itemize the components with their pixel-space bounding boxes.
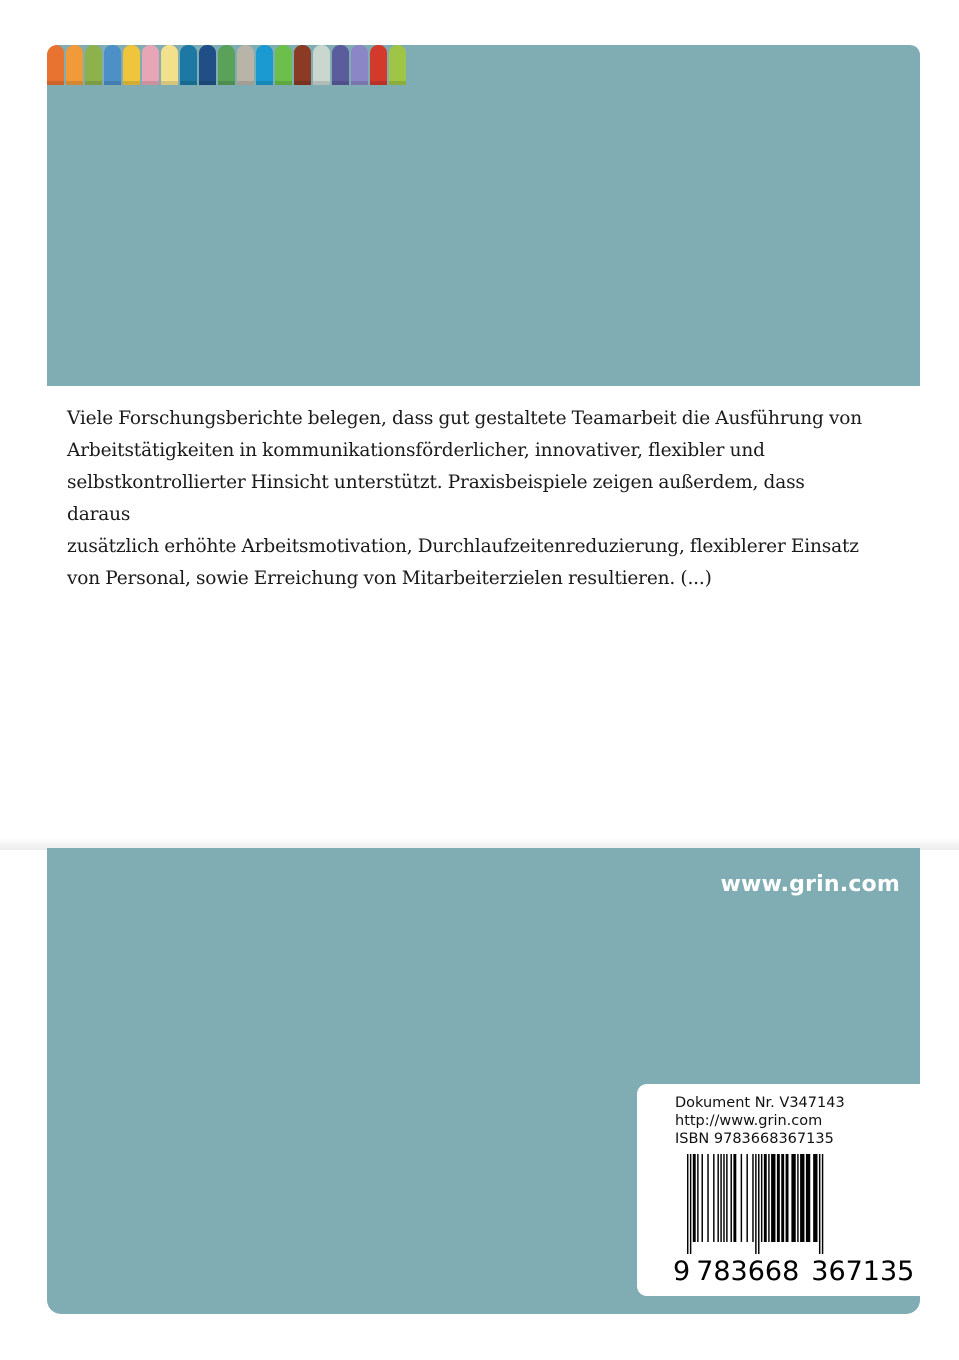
color-tab: [256, 45, 273, 85]
barcode-bar: [723, 1154, 724, 1242]
barcode-bar: [819, 1154, 820, 1254]
barcode-bar: [813, 1154, 817, 1242]
color-tab: [218, 45, 235, 85]
blurb-line: zusätzlich erhöhte Arbeitsmotivation, Durchlaufzeitenreduzierung, flexiblerer Einsatz: [67, 536, 859, 557]
barcode-digit-group-right: 367135: [811, 1256, 915, 1287]
blurb-line: selbstkontrollierter Hinsicht unterstützt. Praxisbeispiele zeigen außerdem, dass daraus: [67, 472, 805, 525]
barcode-bar: [726, 1154, 727, 1242]
site-url: www.grin.com: [720, 872, 900, 897]
document-number: Dokument Nr. V347143: [675, 1095, 845, 1111]
barcode-bar: [758, 1154, 759, 1254]
publication-info-box: [637, 1084, 920, 1296]
color-tab: [237, 45, 254, 85]
barcode-bar: [822, 1154, 823, 1254]
barcode-bar: [755, 1154, 756, 1254]
barcode-bar: [761, 1154, 762, 1242]
barcode-bar: [771, 1154, 775, 1242]
color-tab: [161, 45, 178, 85]
color-tab: [332, 45, 349, 85]
color-tab: [66, 45, 83, 85]
barcode-bar: [707, 1154, 708, 1242]
blurb-line: von Personal, sowie Erreichung von Mitarbeiterzielen resultieren. (...): [67, 568, 712, 589]
barcode-bar: [752, 1154, 753, 1242]
color-tab: [275, 45, 292, 85]
color-tab: [199, 45, 216, 85]
barcode-bar: [791, 1154, 795, 1242]
barcode-bar: [693, 1154, 696, 1242]
color-tab: [370, 45, 387, 85]
color-tab: [142, 45, 159, 85]
barcode-bar: [720, 1154, 721, 1242]
barcode-digit-group-left: 783668: [696, 1256, 800, 1287]
barcode-bar: [800, 1154, 804, 1242]
barcode-bar: [731, 1154, 732, 1242]
barcode-lead-digit: 9: [673, 1256, 691, 1287]
isbn-barcode: [673, 1154, 895, 1254]
color-tab: [85, 45, 102, 85]
top-color-panel: [47, 45, 920, 386]
barcode-bar: [702, 1154, 703, 1242]
publisher-url: http://www.grin.com: [675, 1113, 823, 1129]
color-tab: [313, 45, 330, 85]
barcode-bar: [687, 1154, 688, 1254]
isbn-text: ISBN 9783668367135: [675, 1131, 834, 1147]
barcode-bar: [741, 1154, 742, 1242]
barcode-bar: [777, 1154, 780, 1242]
barcode-bar: [733, 1154, 736, 1242]
barcode-bar: [713, 1154, 714, 1242]
barcode-bar: [717, 1154, 718, 1242]
color-tab: [47, 45, 64, 85]
barcode-bar: [786, 1154, 789, 1242]
color-tab: [123, 45, 140, 85]
color-tab: [351, 45, 368, 85]
barcode-bar: [764, 1154, 767, 1242]
barcode-bar: [768, 1154, 769, 1242]
blurb-line: Viele Forschungsberichte belegen, dass gut gestaltete Teamarbeit die Ausführung von: [67, 408, 863, 429]
barcode-bar: [797, 1154, 798, 1242]
color-tab: [180, 45, 197, 85]
blurb-line: Arbeitstätigkeiten in kommunikationsförderlicher, innovativer, flexibler und: [67, 440, 765, 461]
publication-details: [675, 1094, 845, 1148]
color-tab-strip: [47, 45, 408, 85]
color-tab: [294, 45, 311, 85]
book-blurb: [67, 403, 867, 595]
barcode-bar: [806, 1154, 810, 1242]
barcode-bar: [781, 1154, 784, 1242]
color-tab: [104, 45, 121, 85]
barcode-digits: [673, 1256, 915, 1287]
color-tab: [389, 45, 406, 85]
barcode-bar: [746, 1154, 747, 1242]
barcode-bar: [690, 1154, 691, 1254]
barcode-bar: [697, 1154, 698, 1242]
